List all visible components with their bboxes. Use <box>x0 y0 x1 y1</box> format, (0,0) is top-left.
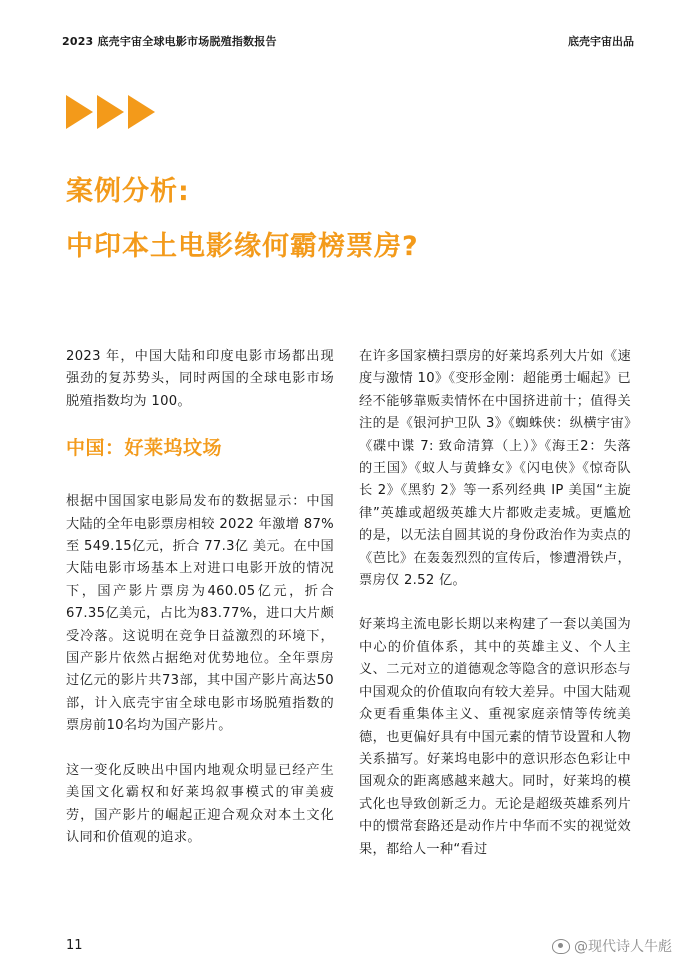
play-arrow-icon <box>97 95 124 129</box>
watermark <box>552 936 672 956</box>
watermark-text: @现代诗人牛彪 <box>574 939 672 955</box>
body-paragraph: 这一变化反映出中国内地观众明显已经产生美国文化霸权和好莱坞叙事模式的审美疲劳，国产影片的崛起正迎合观众对本土文化认同和价值观的追求。 <box>66 762 334 845</box>
right-column <box>359 346 631 861</box>
body-paragraph: 好莱坞主流电影长期以来构建了一套以美国为中心的价值体系，其中的英雄主义、个人主义、二元对立的道德观念等隐含的意识形态与中国观众的价值取向有较大差异。中国大陆观众更看重集体主义、重视家庭亲情等传统美德，也更偏好具有中国元素的情节设置和人物关系描写。好莱坞电影中的意识形态色彩让中国观众的距离感越来越大。同时，好莱坞的模式化也导致创新乏力。无论是超级英雄系列片中的惯常套路还是动作片中华而不实的视觉效果，都给人一种“看过 <box>359 617 631 857</box>
body-paragraph: 在许多国家横扫票房的好莱坞系列大片如《速度与激情 10》《变形金刚：超能勇士崛起》已经不能够靠贩卖情怀在中国挤进前十；值得关注的是《银河护卫队 3》《蜘蛛侠：纵横宇宙》《碟中谍 7: 致命清算（上）》《海王2：失落的王国》《蚁人与黄蜂女》《闪电侠》《惊奇队长 2》《黑豹 2》等一系列经典 IP 美国“主旋律”英雄或超级英雄大片都败走麦城。更尴尬的是，以无法自圆其说的身份政治作为卖点的《芭比》在轰轰烈烈的宣传后，惨遭滑铁卢，票房仅 2.52 亿。 <box>359 349 631 589</box>
publisher-label: 底壳宇宙出品 <box>568 35 634 48</box>
body-paragraph: 根据中国国家电影局发布的数据显示：中国大陆的全年电影票房相较 2022 年激增 87% 至 549.15亿元，折合 77.3亿 美元。在中国大陆电影市场基本上对进口电影开放的情况下，国产影片票房为460.05亿元，折合 67.35亿美元，占比为83.77%，进口大片颇受冷落。这说明在竞争日益激烈的环境下，国产影片依然占据绝对优势地位。全年票房过亿元的影片共73部，其中国产影片高达50部，计入底壳宇宙全球电影市场脱殖指数的票房前10名均为国产影片。 <box>66 494 334 734</box>
weibo-icon <box>552 939 570 954</box>
report-title: 2023 底壳宇宙全球电影市场脱殖指数报告 <box>62 35 277 48</box>
play-arrow-icon <box>66 95 93 129</box>
play-arrow-icon <box>128 95 155 129</box>
section-title-line1: 案例分析: <box>66 176 190 207</box>
china-subheading: 中国：好莱坞坟场 <box>66 437 223 460</box>
page-number: 11 <box>66 938 83 953</box>
left-column <box>66 346 334 849</box>
intro-paragraph: 2023 年，中国大陆和印度电影市场都出现强劲的复苏势头，同时两国的全球电影市场脱殖指数均为 100。 <box>66 349 334 409</box>
section-title-line2: 中印本土电影缘何霸榜票房? <box>66 231 419 262</box>
arrow-decoration <box>66 95 155 129</box>
